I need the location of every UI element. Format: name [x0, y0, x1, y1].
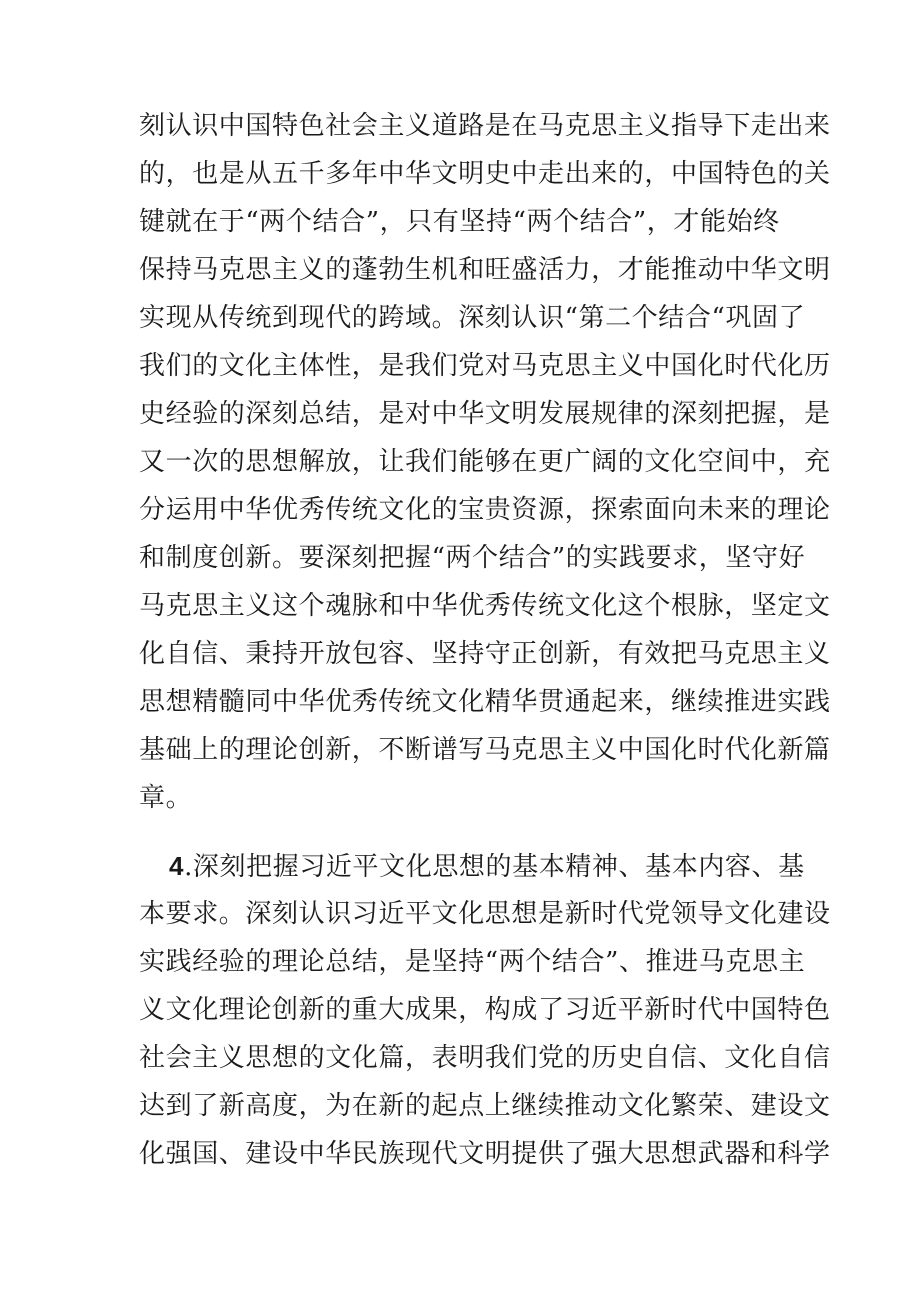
text-line: 化自信、秉持开放包容、坚持守正创新，有效把马克思主义 [139, 639, 831, 669]
text-line: 键就在于“两个结合”，只有坚持“两个结合”，才能始终 [139, 207, 780, 237]
text-line: 社会主义思想的文化篇，表明我们党的历史自信、文化自信 [139, 1043, 831, 1073]
text-line: 本要求。深刻认识习近平文化思想是新时代党领导文化建设 [139, 899, 831, 929]
text-line: 思想精髓同中华优秀传统文化精华贯通起来，继续推进实践 [139, 687, 831, 717]
text-line: 义文化理论创新的重大成果，构成了习近平新时代中国特色 [139, 995, 831, 1025]
paragraph-1 [139, 102, 831, 822]
text-line: 实践经验的理论总结，是坚持“两个结合”、推进马克思主 [139, 947, 806, 977]
heading-line [139, 842, 805, 890]
text-line: 达到了新高度，为在新的起点上继续推动文化繁荣、建设文 [139, 1091, 831, 1121]
heading-text: .深刻把握习近平文化思想的基本精神、基本内容、基 [184, 852, 805, 882]
text-line: 基础上的理论创新，不断谱写马克思主义中国化时代化新篇 [139, 735, 831, 765]
text-line: 和制度创新。要深刻把握“两个结合”的实践要求，坚守好 [139, 543, 806, 573]
text-line: 马克思主义这个魂脉和中华优秀传统文化这个根脉，坚定文 [139, 591, 831, 621]
text-line: 刻认识中国特色社会主义道路是在马克思主义指导下走出来 [139, 111, 831, 141]
text-line: 实现从传统到现代的跨域。深刻认识“第二个结合“巩固了 [139, 303, 806, 333]
item-number: 4 [169, 851, 185, 881]
text-line: 的，也是从五千多年中华文明史中走出来的，中国特色的关 [139, 159, 831, 189]
text-line: 章。 [139, 783, 193, 813]
text-line: 史经验的深刻总结，是对中华文明发展规律的深刻把握，是 [139, 399, 831, 429]
body-text [139, 102, 831, 1178]
text-line: 分运用中华优秀传统文化的宝贵资源，探索面向未来的理论 [139, 495, 831, 525]
text-line: 保持马克思主义的蓬勃生机和旺盛活力，才能推动中华文明 [139, 255, 831, 285]
paragraph-2 [139, 842, 831, 1178]
text-line: 又一次的思想解放，让我们能够在更广阔的文化空间中，充 [139, 447, 831, 477]
text-line: 化强国、建设中华民族现代文明提供了强大思想武器和科学 [139, 1139, 831, 1169]
text-line: 我们的文化主体性，是我们党对马克思主义中国化时代化历 [139, 351, 831, 381]
